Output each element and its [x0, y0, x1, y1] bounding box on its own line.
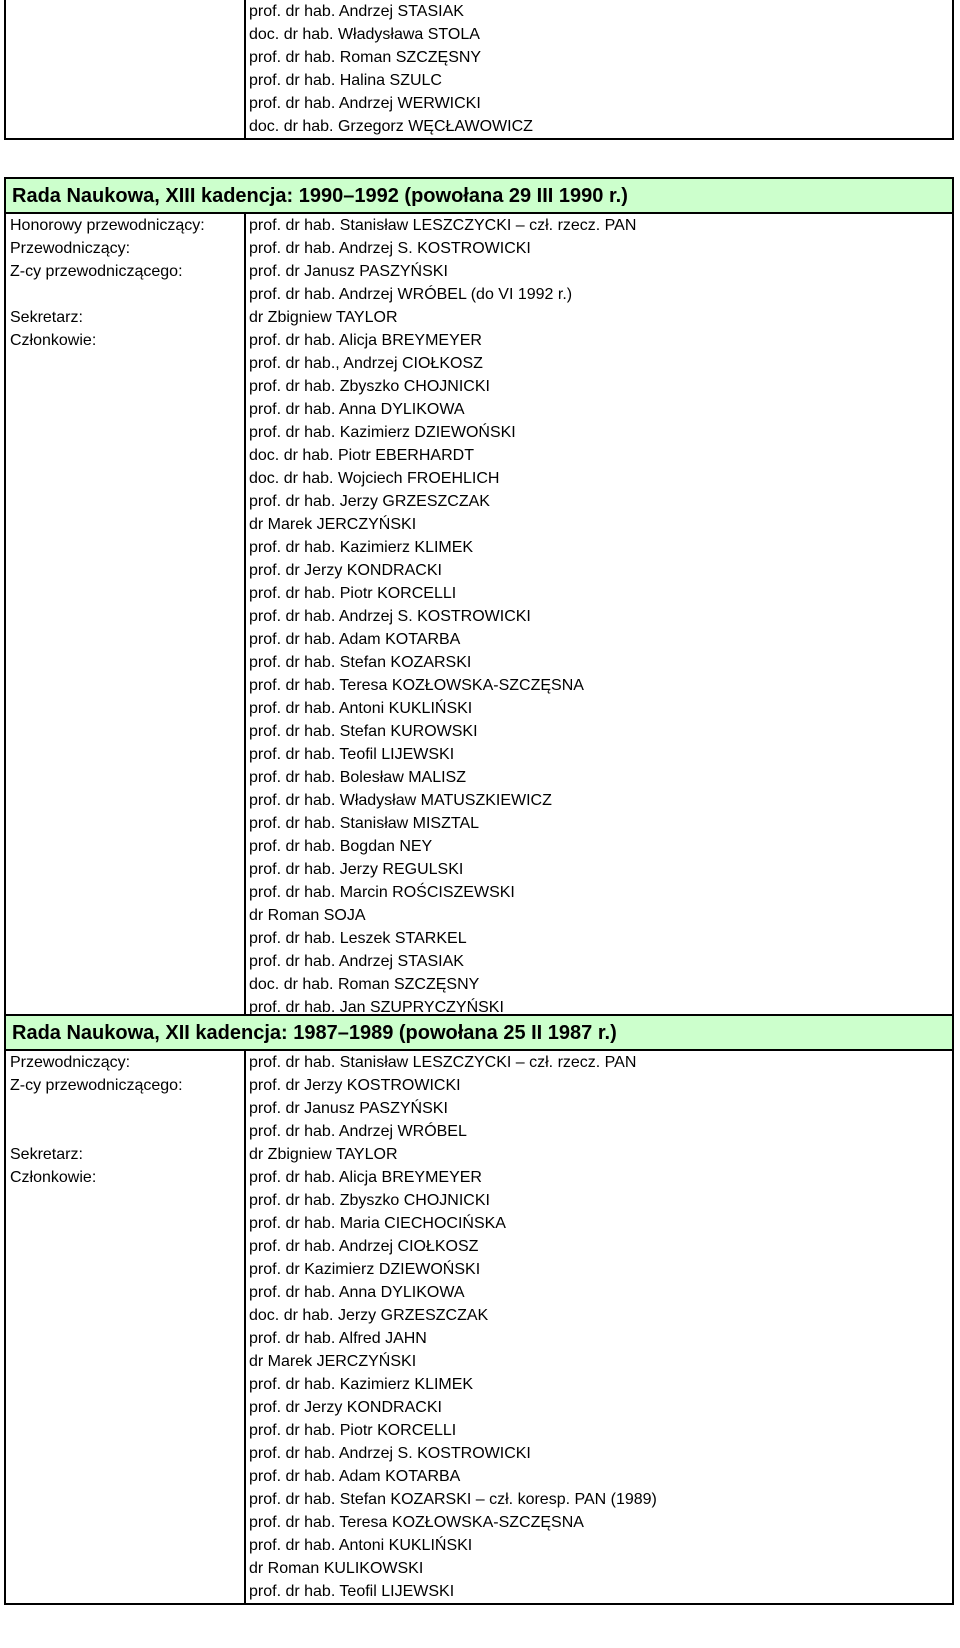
role-label: [6, 536, 246, 559]
member-name: prof. dr hab. Kazimierz KLIMEK: [249, 1376, 474, 1393]
role-label: [6, 1281, 246, 1304]
member-row: [6, 835, 952, 858]
role-label: [6, 605, 246, 628]
member-row: [6, 115, 952, 138]
member-row: [6, 467, 952, 490]
member-row: [6, 513, 952, 536]
role-label: [6, 950, 246, 973]
role-label: [6, 628, 246, 651]
member-name: prof. dr hab. Teofil LIJEWSKI: [249, 1583, 455, 1600]
member-name: prof. dr hab. Piotr KORCELLI: [249, 1422, 457, 1439]
member-row: [6, 1396, 952, 1419]
member-name: dr Zbigniew TAYLOR: [249, 1146, 398, 1163]
role-label: Sekretarz:: [6, 306, 246, 329]
member-row: [6, 92, 952, 115]
section-title: Rada Naukowa, XIII kadencja: 1990–1992 (powołana 29 III 1990 r.): [6, 179, 952, 214]
role-label: Członkowie:: [6, 1166, 246, 1189]
member-name: prof. dr hab. Kazimierz DZIEWOŃSKI: [249, 424, 516, 441]
role-label: Z-cy przewodniczącego:: [6, 1074, 246, 1097]
role-label: [6, 812, 246, 835]
role-label: [6, 1327, 246, 1350]
member-name: prof. dr hab. Antoni KUKLIŃSKI: [249, 1537, 473, 1554]
member-name: prof. dr Jerzy KOSTROWICKI: [249, 1077, 461, 1094]
member-name: prof. dr hab. Jerzy GRZESZCZAK: [249, 493, 490, 510]
member-name: prof. dr hab. Stanisław MISZTAL: [249, 815, 480, 832]
role-label: [6, 352, 246, 375]
member-row: [6, 329, 952, 352]
member-name: dr Zbigniew TAYLOR: [249, 309, 398, 326]
member-row: [6, 1258, 952, 1281]
member-name: prof. dr hab. Alicja BREYMEYER: [249, 332, 482, 349]
member-name: doc. dr hab. Władysława STOLA: [249, 26, 480, 43]
member-name: prof. dr hab. Maria CIECHOCIŃSKA: [249, 1215, 506, 1232]
member-row: [6, 23, 952, 46]
member-name: prof. dr hab. Teresa KOZŁOWSKA-SZCZĘSNA: [249, 677, 584, 694]
member-row: [6, 789, 952, 812]
member-row: [6, 1557, 952, 1580]
role-label: [6, 490, 246, 513]
member-row: [6, 1350, 952, 1373]
role-label: [6, 789, 246, 812]
member-name: prof. dr hab. Antoni KUKLIŃSKI: [249, 700, 473, 717]
member-row: [6, 1097, 952, 1120]
member-name: prof. dr hab. Andrzej WRÓBEL (do VI 1992 r.): [249, 286, 573, 303]
role-label: [6, 835, 246, 858]
member-row: [6, 1442, 952, 1465]
member-row: [6, 398, 952, 421]
member-name: dr Marek JERCZYŃSKI: [249, 1353, 417, 1370]
member-row: [6, 651, 952, 674]
role-label: [6, 720, 246, 743]
member-name: prof. dr hab., Andrzej CIOŁKOSZ: [249, 355, 483, 372]
member-name: prof. dr hab. Władysław MATUSZKIEWICZ: [249, 792, 552, 809]
role-label: [6, 1557, 246, 1580]
member-name: dr Roman KULIKOWSKI: [249, 1560, 424, 1577]
role-label: [6, 1235, 246, 1258]
member-row: [6, 1304, 952, 1327]
member-name: prof. dr hab. Andrzej S. KOSTROWICKI: [249, 608, 531, 625]
member-name: prof. dr hab. Teresa KOZŁOWSKA-SZCZĘSNA: [249, 1514, 584, 1531]
member-row: [6, 950, 952, 973]
member-row: [6, 1488, 952, 1511]
member-row: [6, 720, 952, 743]
role-label: [6, 1419, 246, 1442]
member-row: [6, 1281, 952, 1304]
member-row: [6, 697, 952, 720]
member-row: [6, 1189, 952, 1212]
member-row: [6, 490, 952, 513]
role-label: [6, 1258, 246, 1281]
member-name: prof. dr hab. Leszek STARKEL: [249, 930, 467, 947]
role-label: [6, 467, 246, 490]
member-name: prof. dr hab. Zbyszko CHOJNICKI: [249, 378, 490, 395]
role-label: [6, 674, 246, 697]
role-label: [6, 927, 246, 950]
role-label: [6, 1580, 246, 1603]
member-name: prof. dr hab. Bogdan NEY: [249, 838, 433, 855]
member-row: [6, 1327, 952, 1350]
member-row: [6, 46, 952, 69]
role-label: [6, 513, 246, 536]
role-label: [6, 46, 246, 69]
member-row: [6, 260, 952, 283]
member-row: [6, 904, 952, 927]
role-label: [6, 858, 246, 881]
member-name: doc. dr hab. Roman SZCZĘSNY: [249, 976, 480, 993]
role-label: Sekretarz:: [6, 1143, 246, 1166]
role-label: [6, 1534, 246, 1557]
role-label: [6, 582, 246, 605]
member-row: [6, 1419, 952, 1442]
member-row: [6, 375, 952, 398]
role-label: [6, 904, 246, 927]
role-label: Członkowie:: [6, 329, 246, 352]
role-label: [6, 697, 246, 720]
role-label: Honorowy przewodniczący:: [6, 214, 246, 237]
council-section-previous: [4, 0, 954, 140]
member-row: [6, 444, 952, 467]
role-label: [6, 1442, 246, 1465]
member-row: [6, 766, 952, 789]
council-section-xii: [4, 1014, 954, 1605]
member-row: [6, 605, 952, 628]
member-row: [6, 214, 952, 237]
member-name: prof. dr Janusz PASZYŃSKI: [249, 1100, 448, 1117]
role-label: [6, 375, 246, 398]
role-label: [6, 973, 246, 996]
member-name: doc. dr hab. Grzegorz WĘCŁAWOWICZ: [249, 118, 533, 135]
role-label: [6, 421, 246, 444]
role-label: [6, 559, 246, 582]
member-row: [6, 1235, 952, 1258]
member-name: prof. dr hab. Jan SZUPRYCZYŃSKI: [249, 999, 504, 1016]
member-name: prof. dr hab. Stanisław LESZCZYCKI – czł. rzecz. PAN: [249, 1054, 637, 1071]
role-label: [6, 881, 246, 904]
member-row: [6, 352, 952, 375]
member-name: prof. dr hab. Andrzej STASIAK: [249, 3, 464, 20]
member-row: [6, 1212, 952, 1235]
member-name: doc. dr hab. Piotr EBERHARDT: [249, 447, 474, 464]
member-name: prof. dr hab. Andrzej STASIAK: [249, 953, 464, 970]
member-name: prof. dr hab. Kazimierz KLIMEK: [249, 539, 474, 556]
member-row: [6, 812, 952, 835]
role-label: [6, 115, 246, 138]
council-section-xiii: [4, 177, 954, 1021]
member-name: doc. dr hab. Jerzy GRZESZCZAK: [249, 1307, 489, 1324]
member-name: prof. dr hab. Alicja BREYMEYER: [249, 1169, 482, 1186]
member-name: prof. dr hab. Andrzej S. KOSTROWICKI: [249, 240, 531, 257]
role-label: [6, 743, 246, 766]
role-label: [6, 0, 246, 23]
role-label: [6, 1396, 246, 1419]
role-label: [6, 283, 246, 306]
member-row: [6, 69, 952, 92]
member-row: [6, 536, 952, 559]
member-row: [6, 927, 952, 950]
member-row: [6, 858, 952, 881]
role-label: Przewodniczący:: [6, 237, 246, 260]
member-row: [6, 1074, 952, 1097]
role-label: [6, 92, 246, 115]
role-label: [6, 651, 246, 674]
role-label: [6, 766, 246, 789]
member-name: dr Roman SOJA: [249, 907, 366, 924]
role-label: [6, 1189, 246, 1212]
member-name: prof. dr Jerzy KONDRACKI: [249, 562, 442, 579]
member-name: prof. dr hab. Andrzej WRÓBEL: [249, 1123, 467, 1140]
member-name: dr Marek JERCZYŃSKI: [249, 516, 417, 533]
member-name: prof. dr hab. Teofil LIJEWSKI: [249, 746, 455, 763]
role-label: Przewodniczący:: [6, 1051, 246, 1074]
member-row: [6, 1051, 952, 1074]
member-name: prof. dr hab. Roman SZCZĘSNY: [249, 49, 482, 66]
member-name: prof. dr Kazimierz DZIEWOŃSKI: [249, 1261, 481, 1278]
member-name: prof. dr hab. Andrzej CIOŁKOSZ: [249, 1238, 479, 1255]
member-name: prof. dr hab. Andrzej S. KOSTROWICKI: [249, 1445, 531, 1462]
member-name: prof. dr hab. Halina SZULC: [249, 72, 442, 89]
member-row: [6, 306, 952, 329]
member-row: [6, 421, 952, 444]
member-row: [6, 1143, 952, 1166]
member-name: prof. dr hab. Marcin ROŚCISZEWSKI: [249, 884, 515, 901]
member-name: prof. dr hab. Stefan KUROWSKI: [249, 723, 478, 740]
member-name: prof. dr hab. Piotr KORCELLI: [249, 585, 457, 602]
role-label: [6, 398, 246, 421]
member-row: [6, 1373, 952, 1396]
member-row: [6, 881, 952, 904]
member-name: prof. dr hab. Jerzy REGULSKI: [249, 861, 464, 878]
section-title: Rada Naukowa, XII kadencja: 1987–1989 (powołana 25 II 1987 r.): [6, 1016, 952, 1051]
member-row: [6, 237, 952, 260]
member-name: prof. dr hab. Andrzej WERWICKI: [249, 95, 481, 112]
role-label: [6, 444, 246, 467]
role-label: [6, 1511, 246, 1534]
role-label: [6, 1212, 246, 1235]
member-name: prof. dr hab. Zbyszko CHOJNICKI: [249, 1192, 490, 1209]
member-name: prof. dr hab. Adam KOTARBA: [249, 631, 461, 648]
member-name: doc. dr hab. Wojciech FROEHLICH: [249, 470, 500, 487]
member-name: prof. dr Janusz PASZYŃSKI: [249, 263, 448, 280]
role-label: [6, 1373, 246, 1396]
member-row: [6, 628, 952, 651]
member-row: [6, 582, 952, 605]
member-row: [6, 1465, 952, 1488]
member-name: prof. dr hab. Stanisław LESZCZYCKI – czł. rzecz. PAN: [249, 217, 637, 234]
member-name: prof. dr hab. Bolesław MALISZ: [249, 769, 466, 786]
role-label: Z-cy przewodniczącego:: [6, 260, 246, 283]
role-label: [6, 69, 246, 92]
member-row: [6, 559, 952, 582]
member-name: prof. dr Jerzy KONDRACKI: [249, 1399, 442, 1416]
role-label: [6, 1304, 246, 1327]
member-name: prof. dr hab. Adam KOTARBA: [249, 1468, 461, 1485]
member-row: [6, 1580, 952, 1603]
member-row: [6, 1511, 952, 1534]
role-label: [6, 1488, 246, 1511]
member-row: [6, 1534, 952, 1557]
member-name: prof. dr hab. Stefan KOZARSKI: [249, 654, 472, 671]
member-name: prof. dr hab. Alfred JAHN: [249, 1330, 427, 1347]
member-row: [6, 0, 952, 23]
member-row: [6, 1120, 952, 1143]
role-label: [6, 1350, 246, 1373]
member-row: [6, 743, 952, 766]
role-label: [6, 23, 246, 46]
member-name: prof. dr hab. Anna DYLIKOWA: [249, 401, 465, 418]
role-label: [6, 1465, 246, 1488]
role-label: [6, 1097, 246, 1120]
member-row: [6, 283, 952, 306]
member-row: [6, 674, 952, 697]
member-row: [6, 973, 952, 996]
member-row: [6, 1166, 952, 1189]
member-name: prof. dr hab. Anna DYLIKOWA: [249, 1284, 465, 1301]
role-label: [6, 1120, 246, 1143]
member-name: prof. dr hab. Stefan KOZARSKI – czł. koresp. PAN (1989): [249, 1491, 657, 1508]
